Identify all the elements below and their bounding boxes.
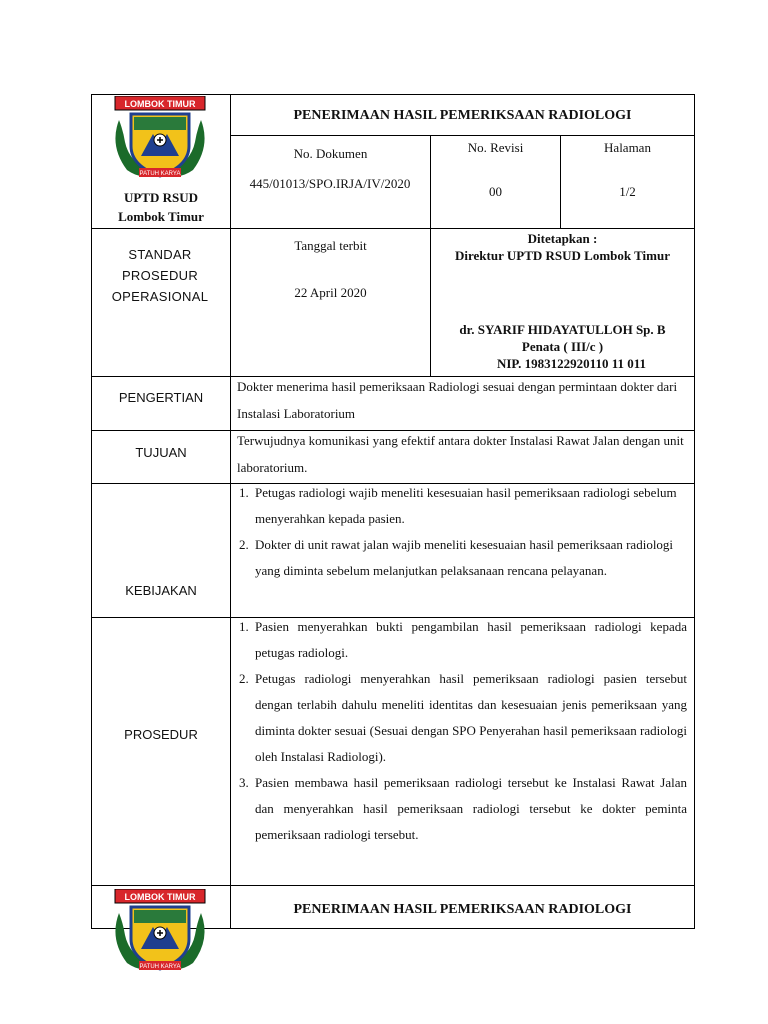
logo-top-text: LOMBOK TIMUR bbox=[124, 892, 196, 902]
kebijakan-item: 1. Petugas radiologi wajib meneliti kesesuaian hasil pemeriksaan radiologi sebelum menyerahkan kepada pasien. bbox=[239, 485, 677, 526]
doc-number-value: 445/01013/SPO.IRJA/IV/2020 bbox=[249, 176, 411, 191]
kebijakan-item: 2. Dokter di unit rawat jalan wajib meneliti kesesuaian hasil pemeriksaan radiologi yang diminta sebelum melanjutkan pelaksanaan rencana pelayanan. bbox=[239, 537, 674, 578]
revision-label: No. Revisi bbox=[467, 140, 524, 155]
kebijakan-list bbox=[237, 480, 687, 584]
tujuan-text: Terwujudnya komunikasi yang efektif antara dokter Instalasi Rawat Jalan dengan unit laboratorium. bbox=[237, 433, 684, 475]
doc-number-label: No. Dokumen bbox=[293, 146, 368, 161]
prosedur-item: 2. Petugas radiologi menyerahkan hasil pemeriksaan radiologi pasien tersebut dengan terlabih dahulu meneliti identitas dan kesesuaian jenis pemeriksaan yang diminta dokter sesuai (Sesuai dengan SPO Penyerahan hasil pemeriksaan radiologi oleh Instalasi Radiologi). bbox=[239, 671, 687, 764]
page-label: Halaman bbox=[604, 140, 651, 155]
revision-value: 00 bbox=[489, 184, 502, 199]
pengertian-text: Dokter menerima hasil pemeriksaan Radiologi sesuai dengan permintaan dokter dari Instalasi Laboratorium bbox=[237, 379, 678, 421]
logo-bottom-text: PATUH KARYA bbox=[139, 171, 181, 177]
prosedur-list bbox=[237, 614, 687, 848]
signer-name: dr. SYARIF HIDAYATULLOH Sp. B bbox=[459, 322, 666, 337]
tujuan-label: TUJUAN bbox=[135, 445, 187, 460]
institution-name bbox=[92, 188, 230, 226]
lombok-timur-logo bbox=[105, 96, 215, 184]
issue-date-label: Tanggal terbit bbox=[294, 238, 367, 253]
table-row-885 bbox=[91, 885, 695, 886]
issue-date-value: 22 April 2020 bbox=[294, 285, 367, 300]
kebijakan-label: KEBIJAKAN bbox=[125, 583, 197, 598]
signer-nip: NIP. 1983122920110 11 011 bbox=[496, 356, 647, 371]
prosedur-item: 3. Pasien membawa hasil pemeriksaan radiologi tersebut ke Instalasi Rawat Jalan dan menyerahkan hasil pemeriksaan radiologi tersebut ke dokter peminta pemeriksaan radiologi tersebut. bbox=[239, 775, 687, 842]
institution-line-1: UPTD RSUD bbox=[123, 190, 199, 205]
document-title: PENERIMAAN HASIL PEMERIKSAAN RADIOLOGI bbox=[293, 108, 632, 123]
signer-rank: Penata ( III/c ) bbox=[521, 339, 604, 354]
approved-label: Ditetapkan : bbox=[527, 231, 598, 246]
table-row-228 bbox=[91, 228, 695, 229]
next-page-title: PENERIMAAN HASIL PEMERIKSAAN RADIOLOGI bbox=[293, 902, 632, 917]
page-value: 1/2 bbox=[619, 184, 636, 199]
sop-label: STANDAR PROSEDUR OPERASIONAL bbox=[111, 247, 209, 304]
logo-top-text: LOMBOK TIMUR bbox=[124, 99, 196, 109]
institution-line-2: Lombok Timur bbox=[118, 209, 204, 224]
prosedur-item: 1. Pasien menyerahkan bukti pengambilan hasil pemeriksaan radiologi kepada petugas radiologi. bbox=[239, 619, 687, 660]
lombok-timur-logo-page-2 bbox=[105, 889, 215, 977]
table-border-right bbox=[694, 94, 695, 929]
table-border-top bbox=[91, 94, 695, 95]
prosedur-label: PROSEDUR bbox=[124, 727, 198, 742]
logo-bottom-text: PATUH KARYA bbox=[139, 964, 181, 970]
table-divider-title bbox=[230, 135, 695, 136]
approved-by: Direktur UPTD RSUD Lombok Timur bbox=[454, 248, 670, 263]
table-divider-col1 bbox=[230, 94, 231, 929]
pengertian-label: PENGERTIAN bbox=[118, 390, 204, 405]
